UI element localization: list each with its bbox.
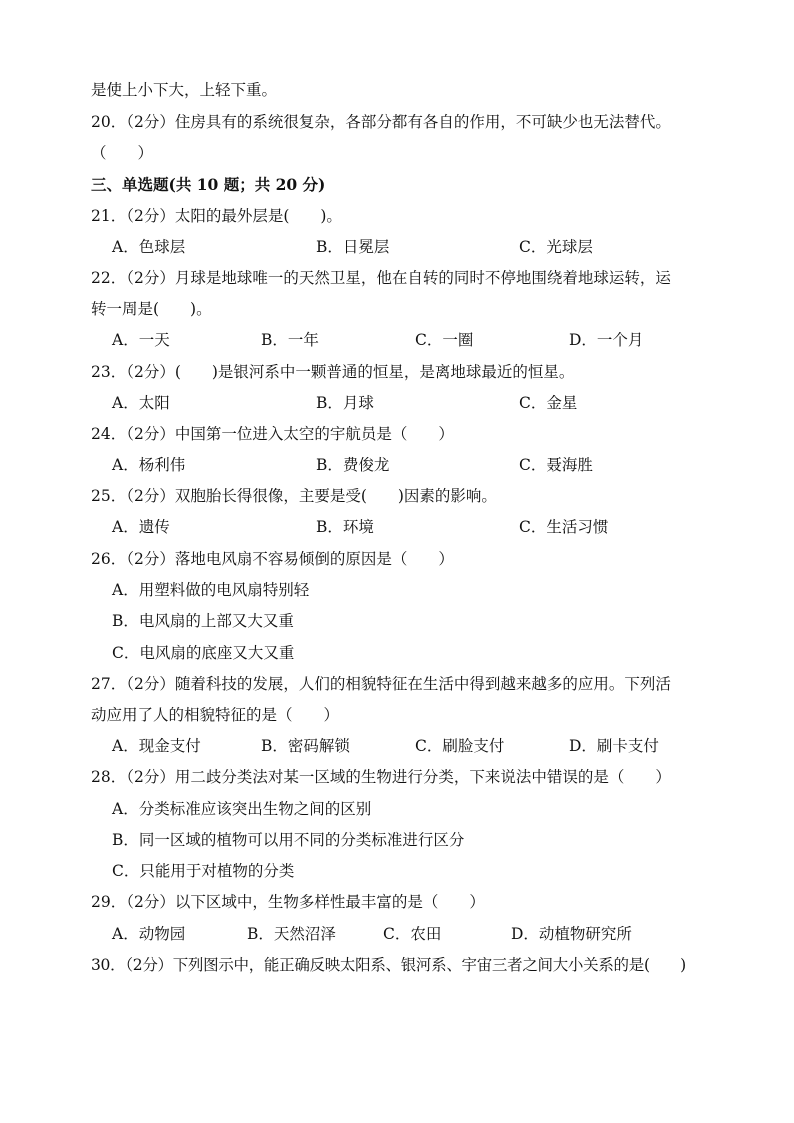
question-27-text: 27．（2分）随着科技的发展，人们的相貌特征在生活中得到越来越多的应用。下列活: [91, 675, 671, 693]
q29-option-a: A．动物园: [112, 925, 186, 943]
question-20-text: 20．（2分）住房具有的系统很复杂，各部分都有各自的作用，不可缺少也无法替代。: [91, 113, 671, 131]
question-25-text: 25．（2分）双胞胎长得很像，主要是受( )因素的影响。: [91, 487, 497, 505]
continuation-text: 是使上小下大，上轻下重。: [91, 81, 278, 99]
q21-option-b: B．日冕层: [316, 238, 390, 256]
q26-option-b: B．电风扇的上部又大又重: [112, 612, 294, 630]
section-heading: 三、单选题(共 10 题；共 20 分): [91, 175, 326, 194]
question-30-text: 30．（2分）下列图示中，能正确反映太阳系、银河系、宇宙三者之间大小关系的是( ): [91, 956, 686, 974]
question-21-text: 21．（2分）太阳的最外层是( )。: [91, 207, 342, 225]
q29-option-d: D．动植物研究所: [511, 925, 632, 943]
q25-option-c: C．生活习惯: [519, 518, 609, 536]
question-27-text-cont: 动应用了人的相貌特征的是（ ）: [91, 706, 340, 724]
question-23-text: 23．（2分）( )是银河系中一颗普通的恒星，是离地球最近的恒星。: [91, 363, 575, 381]
q25-option-b: B．环境: [316, 518, 374, 536]
q24-option-c: C．聂海胜: [519, 456, 593, 474]
q23-option-b: B．月球: [316, 394, 374, 412]
q28-option-b: B．同一区域的植物可以用不同的分类标准进行区分: [112, 831, 465, 849]
q27-option-c: C．刷脸支付: [415, 737, 505, 755]
q27-option-b: B．密码解锁: [261, 737, 350, 755]
q24-option-b: B．费俊龙: [316, 456, 390, 474]
q28-option-c: C．只能用于对植物的分类: [112, 862, 295, 880]
q29-option-c: C．农田: [383, 925, 442, 943]
question-28-text: 28．（2分）用二歧分类法对某一区域的生物进行分类，下来说法中错误的是（ ）: [91, 768, 671, 786]
q25-option-a: A．遗传: [112, 518, 170, 536]
q28-option-a: A．分类标准应该突出生物之间的区别: [112, 800, 372, 818]
q29-option-b: B．天然沼泽: [247, 925, 336, 943]
question-29-text: 29．（2分）以下区域中，生物多样性最丰富的是（ ）: [91, 893, 485, 911]
q22-option-c: C．一圈: [415, 331, 474, 349]
q22-option-a: A．一天: [112, 331, 170, 349]
q27-option-d: D．刷卡支付: [569, 737, 659, 755]
question-24-text: 24．（2分）中国第一位进入太空的宇航员是（ ）: [91, 425, 454, 443]
question-22-text-cont: 转一周是( )。: [91, 300, 212, 318]
q22-option-d: D．一个月: [569, 331, 644, 349]
q21-option-c: C．光球层: [519, 238, 593, 256]
q23-option-a: A．太阳: [112, 394, 170, 412]
q27-option-a: A．现金支付: [112, 737, 201, 755]
q26-option-a: A．用塑料做的电风扇特别轻: [112, 581, 310, 599]
question-22-text: 22．（2分）月球是地球唯一的天然卫星，他在自转的同时不停地围绕着地球运转，运: [91, 269, 671, 287]
q23-option-c: C．金星: [519, 394, 578, 412]
question-26-text: 26．（2分）落地电风扇不容易倾倒的原因是（ ）: [91, 550, 454, 568]
question-20-blank: （ ）: [91, 144, 154, 162]
q21-option-a: A．色球层: [112, 238, 186, 256]
q26-option-c: C．电风扇的底座又大又重: [112, 644, 295, 662]
q22-option-b: B．一年: [261, 331, 319, 349]
q24-option-a: A．杨利伟: [112, 456, 186, 474]
